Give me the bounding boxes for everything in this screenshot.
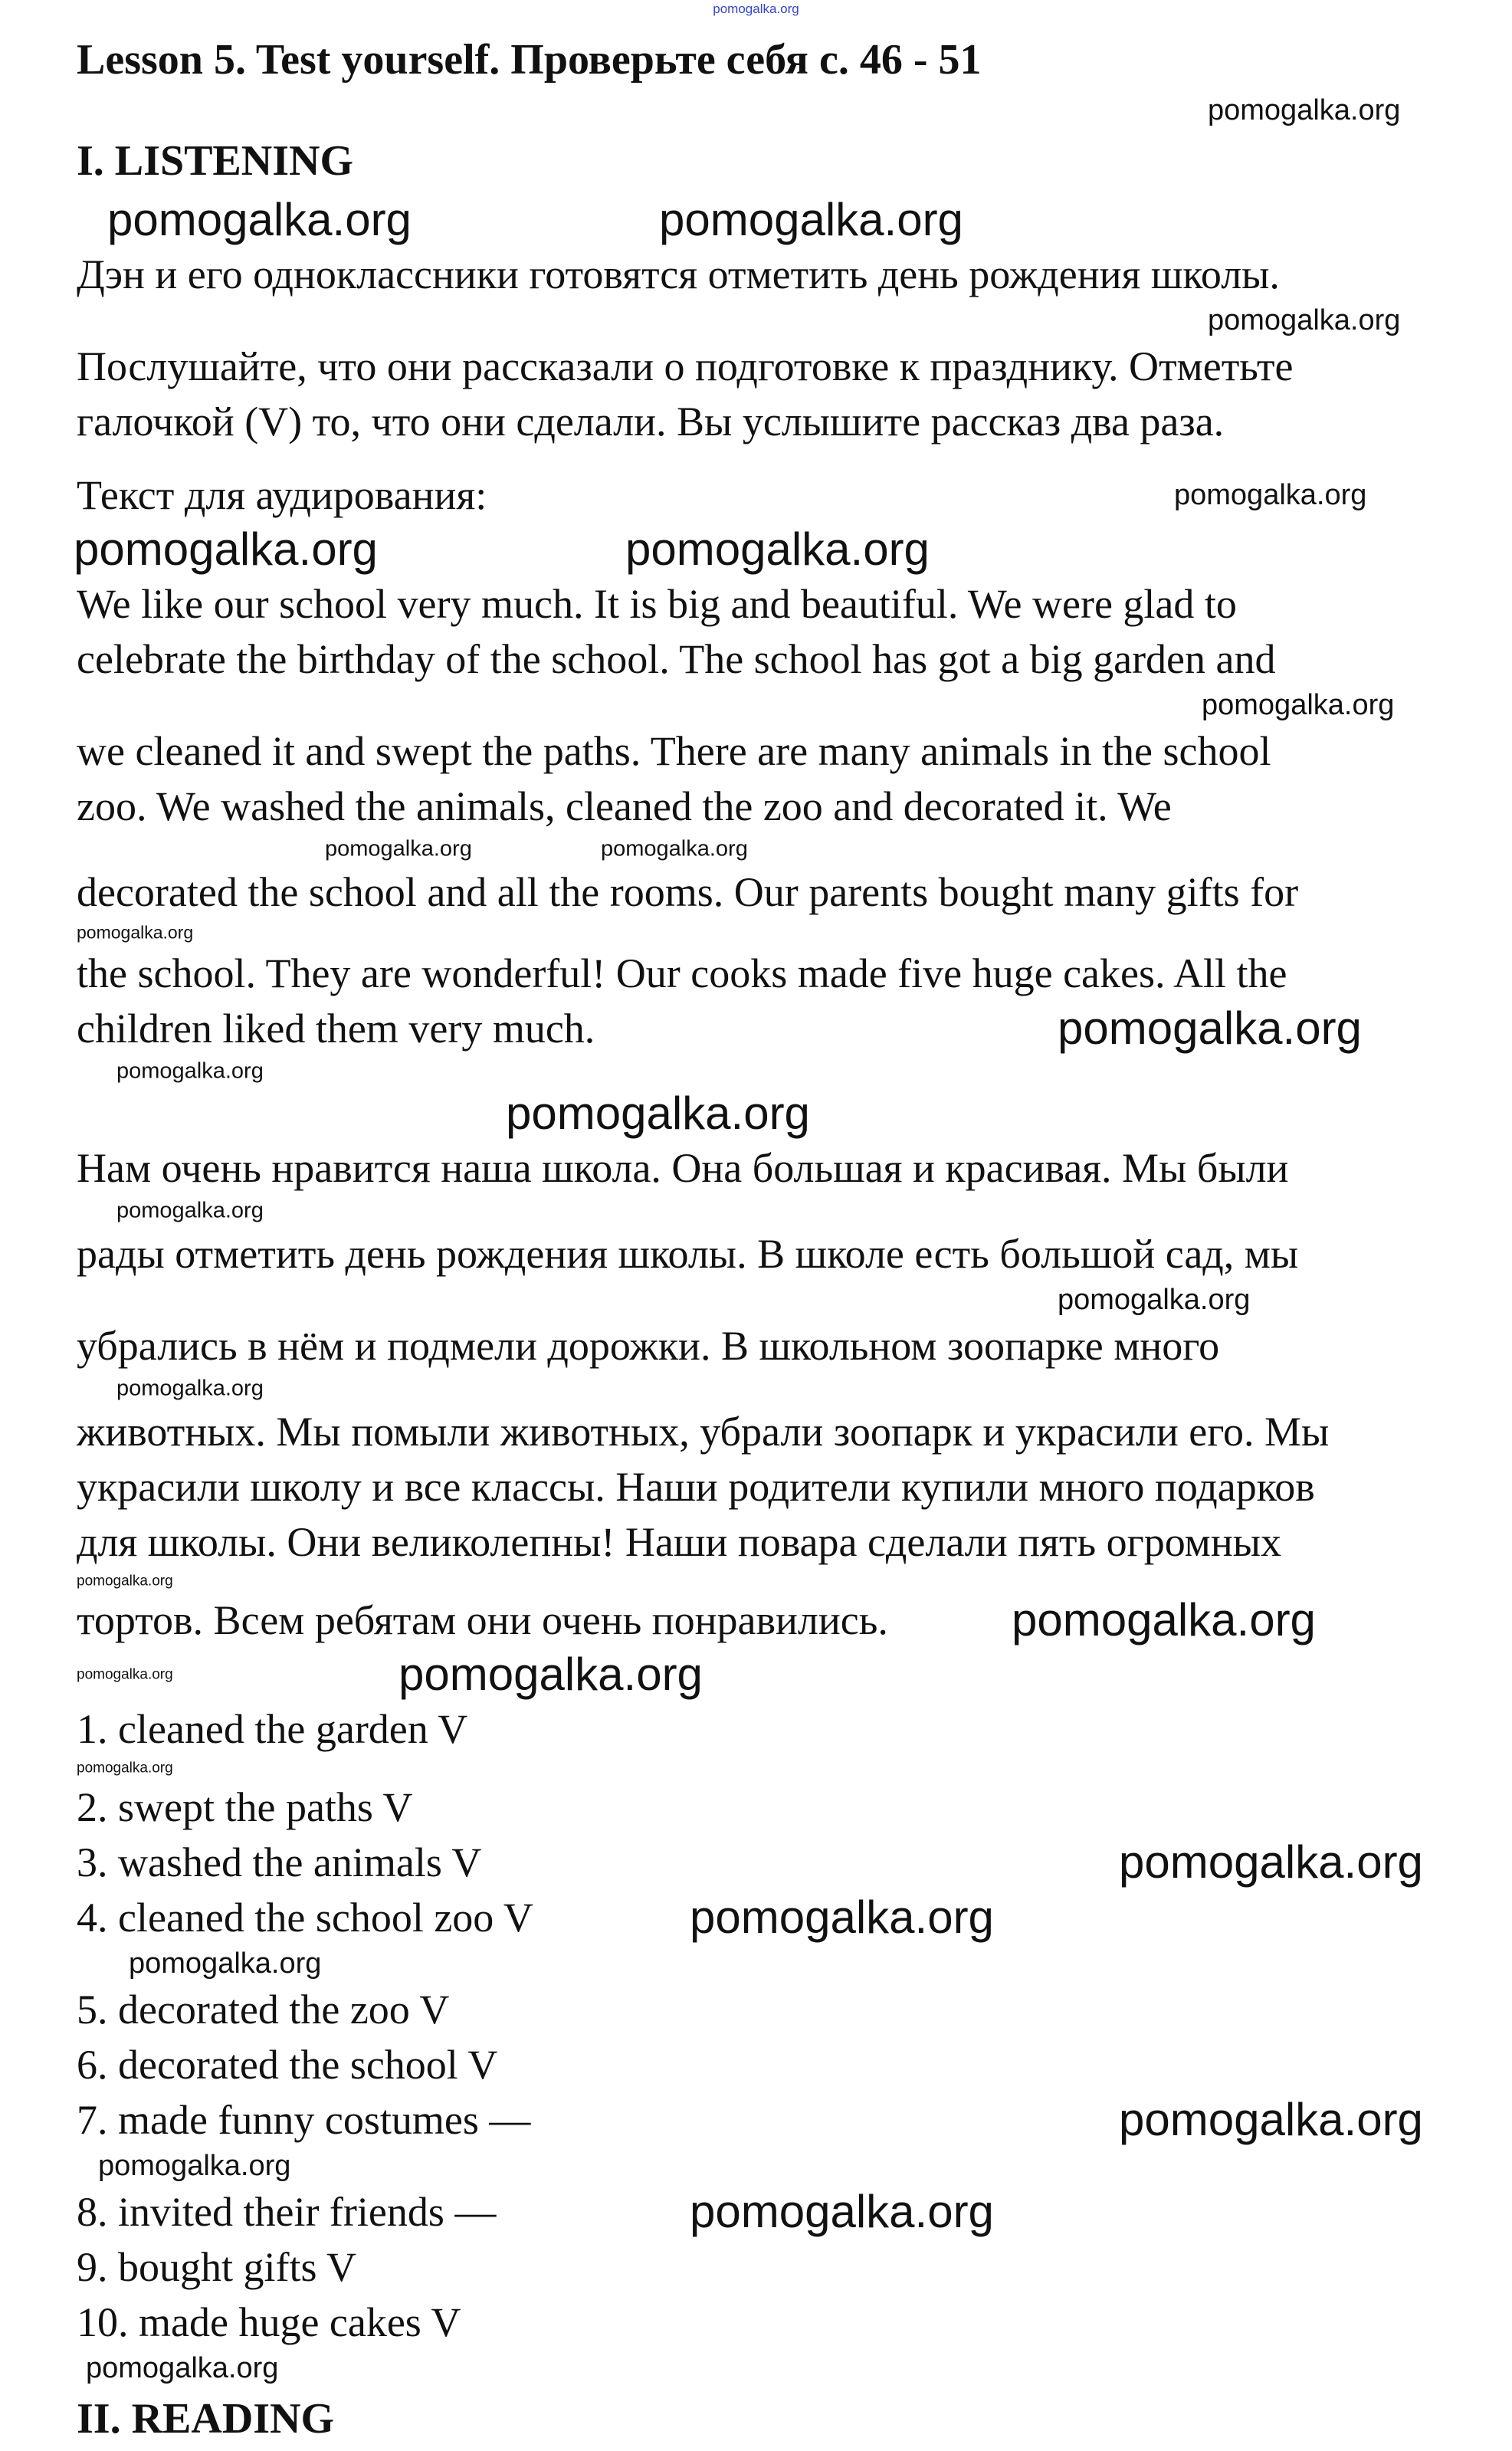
watermark: pomogalka.org: [107, 194, 412, 245]
watermark: pomogalka.org: [77, 1666, 173, 1683]
answer-item: 6. decorated the school V: [77, 2042, 498, 2088]
watermark: pomogalka.org: [129, 1947, 322, 1980]
russian-text-line: Нам очень нравится наша школа. Она большая и красивая. Мы были: [77, 1145, 1289, 1191]
watermark: pomogalka.org: [1208, 304, 1401, 336]
watermark: pomogalka.org: [1119, 2094, 1423, 2145]
watermark: pomogalka.org: [77, 922, 194, 943]
russian-text-line: тортов. Всем ребятам они очень понравились.: [77, 1597, 888, 1643]
watermark: pomogalka.org: [1058, 1002, 1362, 1054]
top-watermark-link[interactable]: pomogalka.org: [713, 2, 799, 16]
english-text-line: we cleaned it and swept the paths. There are many animals in the school: [77, 728, 1271, 774]
watermark: pomogalka.org: [1058, 1284, 1251, 1316]
russian-text-line: для школы. Они великолепны! Наши повара сделали пять огромных: [77, 1519, 1282, 1565]
english-text-line: the school. They are wonderful! Our cooks made five huge cakes. All the: [77, 950, 1287, 996]
text-label: Текст для аудирования:: [77, 472, 487, 518]
watermark: pomogalka.org: [506, 1088, 810, 1139]
instruction-line: галочкой (V) то, что они сделали. Вы услышите рассказ два раза.: [77, 399, 1225, 445]
watermark: pomogalka.org: [1012, 1594, 1316, 1645]
answer-item: 3. washed the animals V: [77, 1839, 482, 1885]
watermark: pomogalka.org: [1202, 689, 1395, 721]
english-text-line: We like our school very much. It is big and beautiful. We were glad to: [77, 581, 1237, 627]
answer-item: 5. decorated the zoo V: [77, 1987, 450, 2033]
english-text-line: zoo. We washed the animals, cleaned the zoo and decorated it. We: [77, 783, 1172, 829]
watermark: pomogalka.org: [690, 1892, 994, 1943]
answer-item: 10. made huge cakes V: [77, 2299, 461, 2345]
watermark: pomogalka.org: [625, 523, 930, 575]
russian-text-line: рады отметить день рождения школы. В школе есть большой сад, мы: [77, 1231, 1299, 1277]
answer-item: 4. cleaned the school zoo V: [77, 1895, 533, 1941]
answer-item: 1. cleaned the garden V: [77, 1706, 468, 1752]
watermark: pomogalka.org: [1119, 1836, 1423, 1888]
instruction-line: Послушайте, что они рассказали о подготовке к празднику. Отметьте: [77, 343, 1294, 389]
answer-item: 7. made funny costumes —: [77, 2097, 531, 2143]
watermark: pomogalka.org: [86, 2352, 279, 2384]
answer-item: 9. bought gifts V: [77, 2244, 357, 2290]
english-text-line: children liked them very much.: [77, 1006, 595, 1052]
answer-item: 2. swept the paths V: [77, 1784, 413, 1830]
watermark: pomogalka.org: [98, 2150, 291, 2182]
watermark: pomogalka.org: [398, 1649, 703, 1700]
watermark: pomogalka.org: [77, 1760, 173, 1777]
page-title: Lesson 5. Test yourself. Проверьте себя с. 46 - 51: [77, 36, 982, 84]
watermark: pomogalka.org: [74, 523, 378, 575]
instruction-line: Дэн и его одноклассники готовятся отметить день рождения школы.: [77, 251, 1280, 297]
watermark: pomogalka.org: [1174, 479, 1367, 511]
english-text-line: decorated the school and all the rooms. Our parents bought many gifts for: [77, 869, 1299, 915]
watermark: pomogalka.org: [77, 1573, 173, 1590]
watermark: pomogalka.org: [325, 836, 472, 861]
watermark: pomogalka.org: [116, 1376, 264, 1401]
watermark: pomogalka.org: [659, 194, 963, 245]
english-text-line: celebrate the birthday of the school. The school has got a big garden and: [77, 636, 1276, 682]
answer-item: 8. invited their friends —: [77, 2189, 497, 2235]
watermark: pomogalka.org: [116, 1198, 264, 1223]
section-heading-reading: II. READING: [77, 2395, 335, 2443]
russian-text-line: убрались в нём и подмели дорожки. В школьном зоопарке много: [77, 1323, 1220, 1369]
watermark: pomogalka.org: [601, 836, 748, 861]
russian-text-line: животных. Мы помыли животных, убрали зоопарк и украсили его. Мы: [77, 1409, 1330, 1455]
watermark: pomogalka.org: [690, 2186, 994, 2237]
russian-text-line: украсили школу и все классы. Наши родители купили много подарков: [77, 1464, 1315, 1510]
watermark: pomogalka.org: [116, 1058, 264, 1084]
watermark: pomogalka.org: [1208, 94, 1401, 126]
section-heading-listening: I. LISTENING: [77, 137, 354, 185]
